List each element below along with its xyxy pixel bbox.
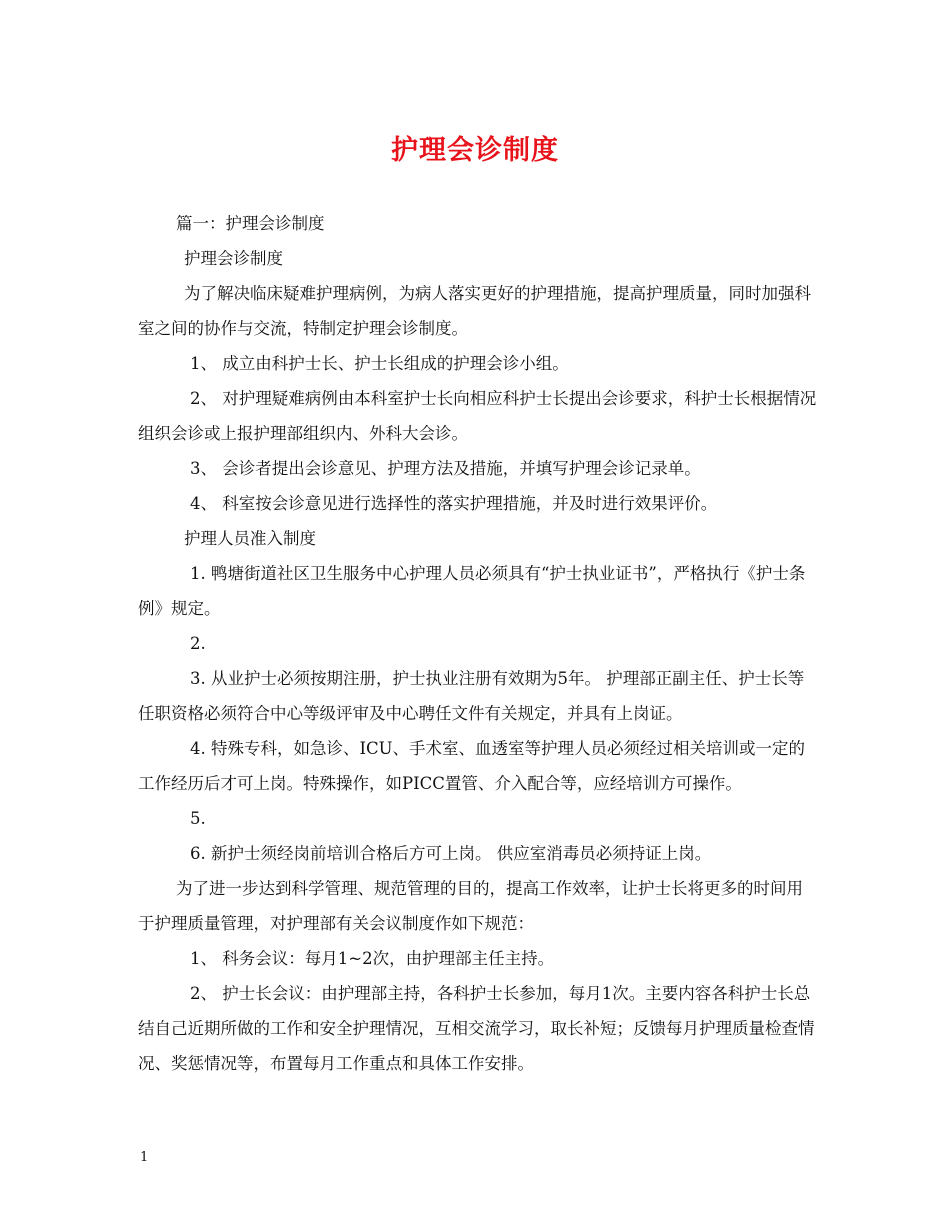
paragraph-item: 1、 科务会议：每月1~2次，由护理部主任主持。 [190,949,555,968]
paragraph-item: 2、 护士长会议：由护理部主持，各科护士长参加，每月1次。主要内容各科护士长总结自己近期所做的工作和安全护理情况，互相交流学习，取长补短；反馈每月护理质量检查情况、奖惩情况等，布置每月工作重点和具体工作安排。 [138,984,815,1073]
paragraph-item: 2、 对护理疑难病例由本科室护士长向相应科护士长提出会诊要求，科护士长根据情况组织会诊或上报护理部组织内、外科大会诊。 [138,389,817,443]
paragraph-item: 1、 成立由科护士长、护士长组成的护理会诊小组。 [190,354,569,373]
paragraph-item: 1. 鸭塘街道社区卫生服务中心护理人员必须具有“护士执业证书”，严格执行《护士条例》规定。 [138,564,806,618]
paragraph-item: 4、 科室按会诊意见进行选择性的落实护理措施，并及时进行效果评价。 [190,494,718,513]
paragraph-item: 3. 从业护士必须按期注册，护士执业注册有效期为5年。 护理部正副主任、护士长等任职资格必须符合中心等级评审及中心聘任文件有关规定，并具有上岗证。 [138,669,805,723]
paragraph-item: 4. 特殊专科，如急诊、ICU、手术室、血透室等护理人员必须经过相关培训或一定的工作经历后才可上岗。特殊操作，如PICC置管、介入配合等，应经培训方可操作。 [138,739,806,793]
paragraph-item: 2. [190,634,206,653]
document-title: 护理会诊制度 [391,135,559,166]
document-body [138,206,818,1081]
paragraph-section-heading: 篇一：护理会诊制度 [176,214,325,233]
paragraph-item: 5. [190,809,206,828]
paragraph-intro: 为了进一步达到科学管理、规范管理的目的，提高工作效率，让护士长将更多的时间用于护理质量管理，对护理部有关会议制度作如下规范： [138,879,803,933]
paragraph-intro: 为了解决临床疑难护理病例，为病人落实更好的护理措施，提高护理质量，同时加强科室之间的协作与交流，特制定护理会诊制度。 [138,284,811,338]
paragraph-item: 3、 会诊者提出会诊意见、护理方法及措施，并填写护理会诊记录单。 [190,459,701,478]
page-number: 1 [140,1150,149,1165]
paragraph-item: 6. 新护士须经岗前培训合格后方可上岗。 供应室消毒员必须持证上岗。 [190,844,712,863]
paragraph-subheading: 护理会诊制度 [184,249,283,268]
paragraph-subheading: 护理人员准入制度 [184,529,316,548]
